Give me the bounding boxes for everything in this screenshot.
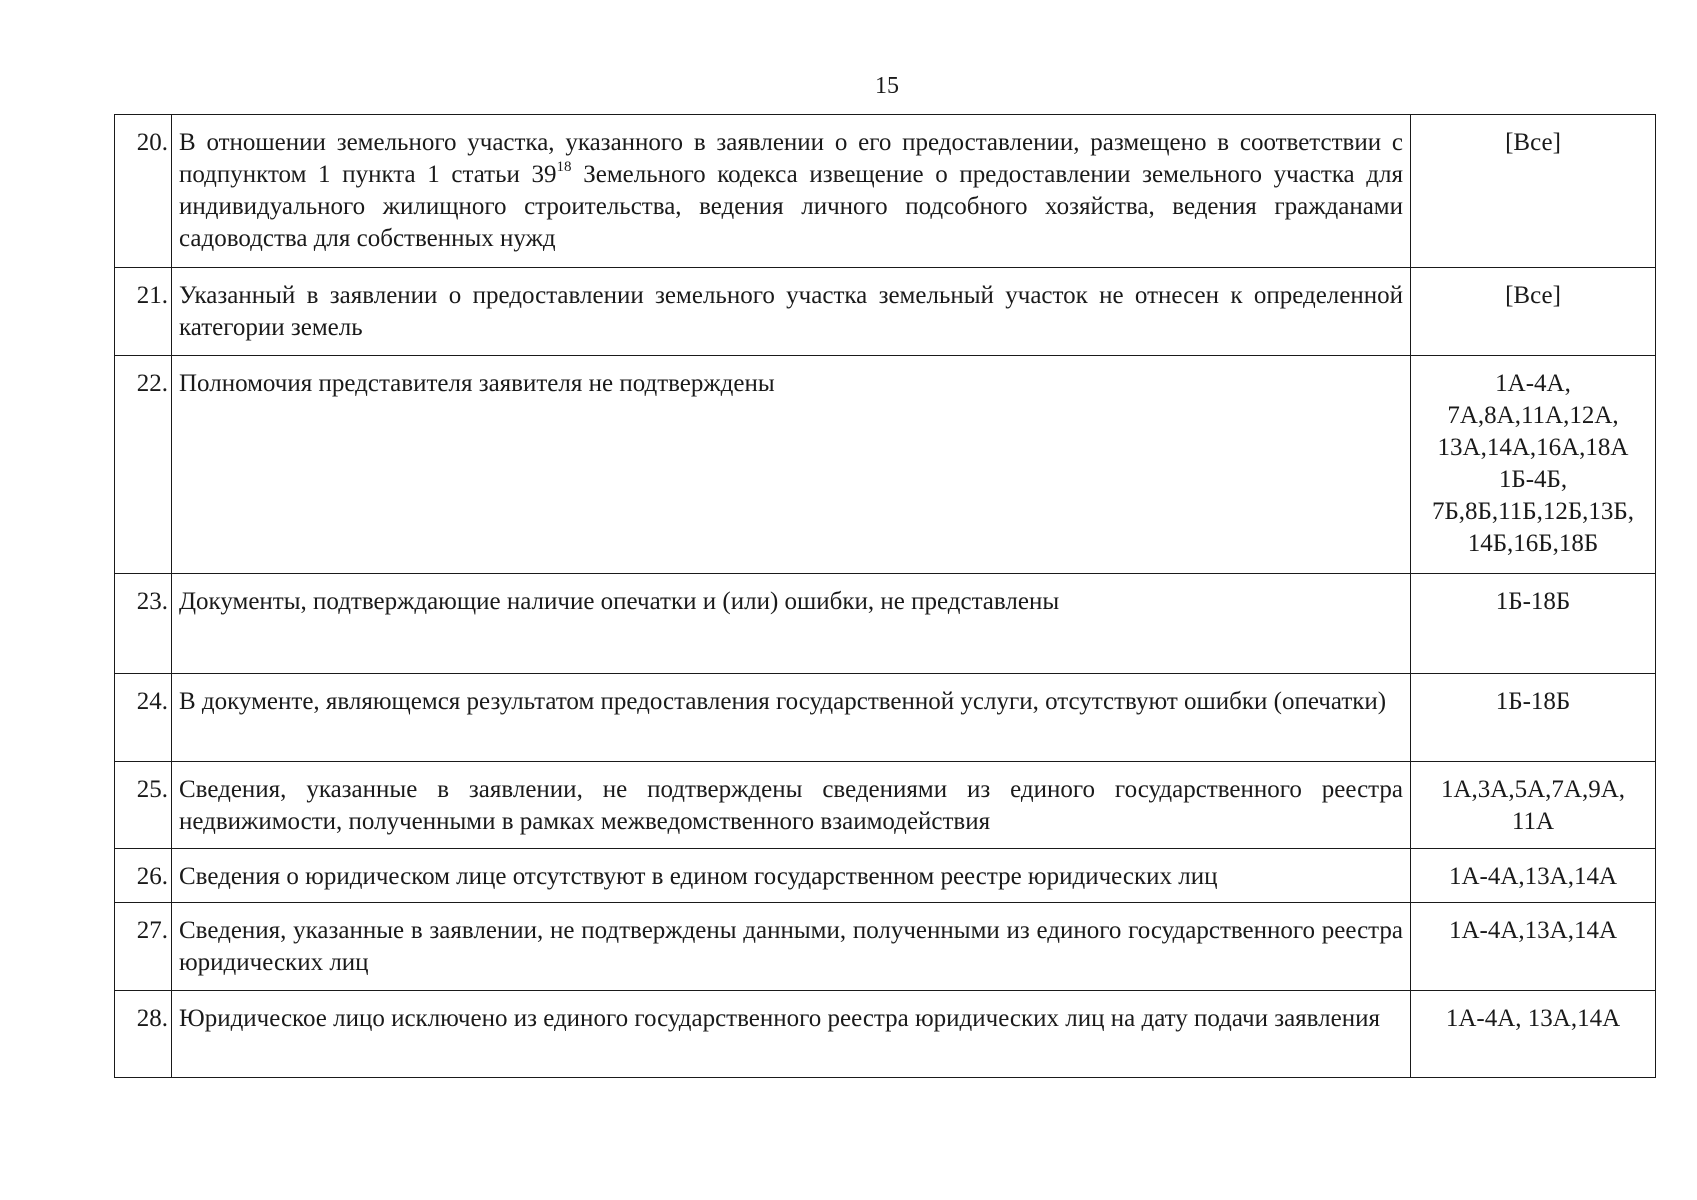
row-number: 24. xyxy=(115,674,172,762)
row-description: Сведения о юридическом лице отсутствуют в едином государственном реестре юридических лиц xyxy=(172,849,1411,903)
superscript-article: 18 xyxy=(556,159,572,175)
row-description: Указанный в заявлении о предоставлении земельного участка земельный участок не отнесен к определенной категории земель xyxy=(172,268,1411,356)
row-codes xyxy=(1411,674,1656,762)
row-number: 21. xyxy=(115,268,172,356)
code-line: 7Б,8Б,11Б,12Б,13Б, xyxy=(1431,498,1635,525)
row-description: Документы, подтверждающие наличие опечатки и (или) ошибки, не представлены xyxy=(172,574,1411,674)
code-line: 1А-4А, 13А,14А xyxy=(1445,1005,1621,1032)
row-number: 26. xyxy=(115,849,172,903)
row-description xyxy=(172,115,1411,268)
row-description-text: Земельного кодекса извещение о предоставлении земельного участка для индивидуального жилищного строительства, ведения личного подсобного хозяйства, ведения гражданами садоводства для собственных нужд xyxy=(179,161,1404,252)
page-number: 15 xyxy=(875,73,899,99)
row-number: 27. xyxy=(115,903,172,991)
row-codes xyxy=(1411,991,1656,1078)
code-line: 14Б,16Б,18Б xyxy=(1467,530,1599,557)
row-codes xyxy=(1411,903,1656,991)
row-codes xyxy=(1411,762,1656,849)
code-line: [Все] xyxy=(1505,282,1561,309)
table-row xyxy=(115,356,1656,574)
table-row xyxy=(115,762,1656,849)
code-line: 13А,14А,16А,18А xyxy=(1437,434,1629,461)
code-line: 1Б-18Б xyxy=(1495,688,1571,715)
code-line: 1А,3А,5А,7А,9А, xyxy=(1440,776,1626,803)
row-description: Сведения, указанные в заявлении, не подтверждены сведениями из единого государственного реестра недвижимости, полученными в рамках межведомственного взаимодействия xyxy=(172,762,1411,849)
row-codes xyxy=(1411,574,1656,674)
row-number: 22. xyxy=(115,356,172,574)
requirements-table xyxy=(114,114,1656,1078)
row-number: 20. xyxy=(115,115,172,268)
row-codes xyxy=(1411,115,1656,268)
code-line: 1Б-4Б, xyxy=(1498,466,1568,493)
table-row xyxy=(115,574,1656,674)
row-number: 28. xyxy=(115,991,172,1078)
code-line: [Все] xyxy=(1505,129,1561,156)
code-line: 1Б-18Б xyxy=(1495,588,1571,615)
code-line: 11А xyxy=(1511,808,1555,835)
row-description: Юридическое лицо исключено из единого государственного реестра юридических лиц на дату подачи заявления xyxy=(172,991,1411,1078)
table-row xyxy=(115,674,1656,762)
table-row xyxy=(115,849,1656,903)
table-row xyxy=(115,268,1656,356)
code-line: 1А-4А, xyxy=(1495,370,1571,397)
row-description: В документе, являющемся результатом предоставления государственной услуги, отсутствуют ошибки (опечатки) xyxy=(172,674,1411,762)
table-row xyxy=(115,991,1656,1078)
table-row xyxy=(115,903,1656,991)
row-description: Полномочия представителя заявителя не подтверждены xyxy=(172,356,1411,574)
code-line: 1А-4А,13А,14А xyxy=(1448,863,1618,890)
row-codes xyxy=(1411,356,1656,574)
row-codes xyxy=(1411,268,1656,356)
row-number: 23. xyxy=(115,574,172,674)
row-description: Сведения, указанные в заявлении, не подтверждены данными, полученными из единого государственного реестра юридических лиц xyxy=(172,903,1411,991)
table-row xyxy=(115,115,1656,268)
row-codes xyxy=(1411,849,1656,903)
code-line: 1А-4А,13А,14А xyxy=(1448,917,1618,944)
code-line: 7А,8А,11А,12А, xyxy=(1447,402,1619,429)
row-number: 25. xyxy=(115,762,172,849)
row-description-text: В отношении земельного участка, указанного в заявлении о его предоставлении, размещено в соответствии с подпунктом 1 пункта 1 статьи 39 xyxy=(179,129,1403,188)
